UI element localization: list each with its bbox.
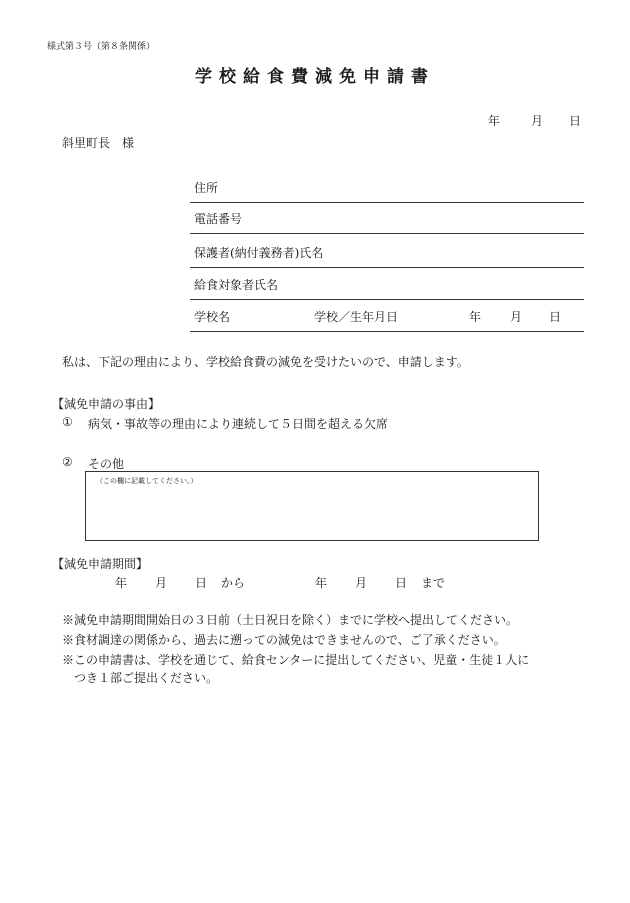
period-start-day: 日 <box>195 576 208 590</box>
address-field[interactable] <box>190 172 584 203</box>
period-end-year: 年 <box>315 576 328 590</box>
note-submission: ※この申請書は、学校を通じて、給食センターに提出してください、児童・生徒１人に <box>62 653 530 667</box>
period-end-month: 月 <box>355 576 368 590</box>
note-deadline: ※減免申請期間開始日の３日前（土日祝日を除く）までに学校へ提出してください。 <box>62 613 519 627</box>
student-name-label: 給食対象者氏名 <box>194 278 279 292</box>
reason-option-1-text: 病気・事故等の理由により連続して５日間を超える欠席 <box>88 417 389 431</box>
reason-option-2-text: その他 <box>88 457 125 471</box>
addressee: 斜里町長 様 <box>62 136 135 150</box>
period-start-month: 月 <box>155 576 168 590</box>
form-number: 様式第３号（第８条関係） <box>47 42 156 52</box>
birth-day-label: 日 <box>549 310 562 324</box>
guardian-name-label: 保護者(納付義務者)氏名 <box>194 246 324 260</box>
phone-label: 電話番号 <box>194 212 243 226</box>
application-statement: 私は、下記の理由により、学校給食費の減免を受けたいので、申請します。 <box>62 355 469 369</box>
date-month-label: 月 <box>531 114 544 128</box>
date-year-label: 年 <box>488 114 501 128</box>
period-line <box>0 574 630 592</box>
phone-field[interactable] <box>190 203 584 234</box>
reason-option-1-number[interactable]: ① <box>62 415 73 429</box>
note-no-retroactive: ※食材調達の関係から、過去に遡っての減免はできませんので、ご了承ください。 <box>62 633 506 647</box>
reason-section-heading: 【減免申請の事由】 <box>52 397 161 411</box>
other-reason-textarea[interactable] <box>85 471 539 541</box>
period-from-label: から <box>221 576 246 590</box>
school-birthdate-label: 学校／生年月日 <box>314 310 399 324</box>
note-submission-continued: つき１部ご提出ください。 <box>74 671 219 685</box>
address-label: 住所 <box>194 181 219 195</box>
guardian-name-field[interactable] <box>190 237 584 268</box>
period-section-heading: 【減免申請期間】 <box>52 557 149 571</box>
school-name-label: 学校名 <box>194 310 231 324</box>
other-reason-hint: （この欄に記載してください。） <box>96 477 198 485</box>
school-birthdate-field[interactable] <box>190 301 584 332</box>
period-to-label: まで <box>421 576 446 590</box>
student-name-field[interactable] <box>190 269 584 300</box>
page-title: 学校給食費減免申請書 <box>195 67 435 87</box>
reason-option-2-number[interactable]: ② <box>62 455 73 469</box>
birth-month-label: 月 <box>510 310 523 324</box>
date-day-label: 日 <box>569 114 582 128</box>
period-start-year: 年 <box>115 576 128 590</box>
period-end-day: 日 <box>395 576 408 590</box>
birth-year-label: 年 <box>469 310 482 324</box>
